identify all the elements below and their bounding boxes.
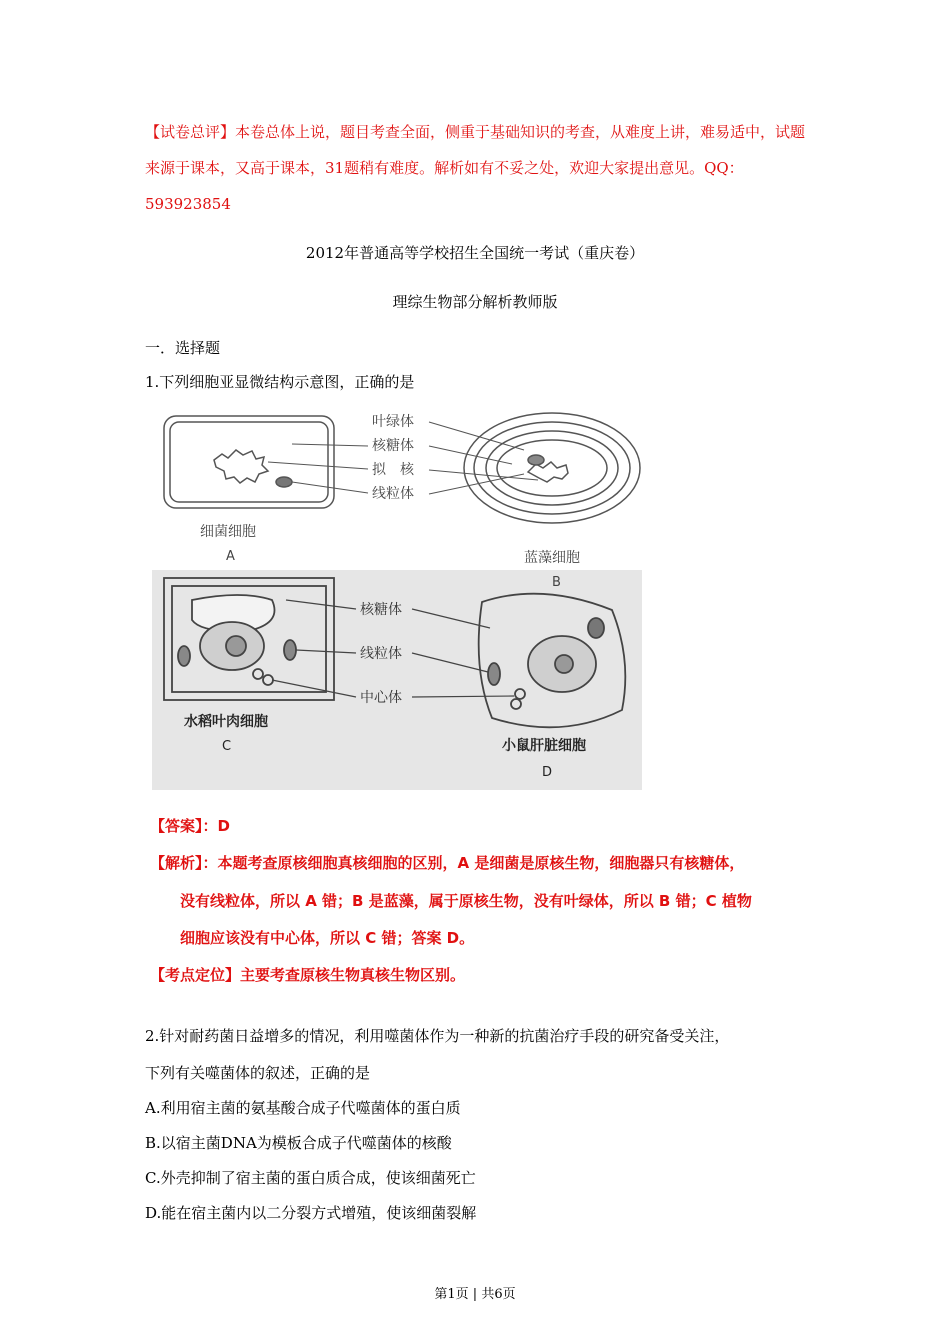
cell-b-name: 蓝藻细胞 — [524, 550, 580, 566]
question-2-option-d: D.能在宿主菌内以二分裂方式增殖，使该细菌裂解 — [145, 1204, 477, 1222]
label-centrosome: 中心体 — [360, 690, 402, 706]
cell-c-name: 水稻叶肉细胞 — [184, 714, 268, 730]
paper-summary: 【试卷总评】本卷总体上说，题目考查全面，侧重于基础知识的考查，从难度上讲，难易适中，试题来源于课本，又高于课本，31题稍有难度。解析如有不妥之处，欢迎大家提出意见。QQ：593923854 — [145, 123, 806, 213]
q1-analysis-line-2: 没有线粒体，所以 A 错；B 是蓝藻，属于原核生物，没有叶绿体，所以 B 错；C 植物 — [180, 892, 752, 910]
cyanobacteria-cell-drawing — [464, 413, 640, 523]
question-2-option-b: B.以宿主菌DNA为模板合成子代噬菌体的核酸 — [145, 1134, 452, 1152]
cell-a-letter: A — [226, 549, 235, 564]
cell-diagram — [152, 402, 642, 790]
q1-analysis-line-1: 【解析】：本题考查原核细胞真核细胞的区别，A 是细菌是原核生物，细胞器只有核糖体， — [150, 854, 745, 872]
question-1-stem: 1.下列细胞亚显微结构示意图，正确的是 — [145, 373, 415, 391]
cell-d-name: 小鼠肝脏细胞 — [502, 738, 586, 754]
label-ribosome-bottom: 核糖体 — [360, 602, 402, 618]
label-chloroplast: 叶绿体 — [372, 414, 414, 430]
q1-knowledge-point: 【考点定位】主要考查原核生物真核生物区别。 — [150, 966, 466, 984]
question-2-stem-line-1: 2.针对耐药菌日益增多的情况，利用噬菌体作为一种新的抗菌治疗手段的研究备受关注， — [145, 1027, 730, 1045]
leader-lines-top — [268, 422, 538, 494]
cell-d-letter: D — [542, 765, 553, 780]
q1-answer: 【答案】：D — [150, 817, 230, 835]
cell-a-name: 细菌细胞 — [200, 524, 256, 540]
cell-diagram-figure — [152, 402, 642, 790]
label-mitochondrion-top: 线粒体 — [372, 486, 414, 502]
page-footer: 第1页 | 共6页 — [434, 1287, 516, 1302]
exam-title: 2012年普通高等学校招生全国统一考试（重庆卷） — [305, 244, 645, 262]
q1-analysis-line-3: 细胞应该没有中心体，所以 C 错；答案 D。 — [180, 929, 475, 947]
bacteria-cell-drawing — [164, 416, 334, 508]
label-ribosome-top: 核糖体 — [372, 438, 414, 454]
cell-c-letter: C — [222, 739, 232, 754]
question-2-option-c: C.外壳抑制了宿主菌的蛋白质合成，使该细菌死亡 — [145, 1169, 476, 1187]
label-mitochondrion-bottom: 线粒体 — [360, 646, 402, 662]
question-2-option-a: A.利用宿主菌的氨基酸合成子代噬菌体的蛋白质 — [145, 1099, 461, 1117]
question-2-stem-line-2: 下列有关噬菌体的叙述，正确的是 — [145, 1064, 371, 1082]
exam-subtitle: 理综生物部分解析教师版 — [392, 293, 558, 311]
section-heading: 一．选择题 — [145, 339, 221, 357]
cell-b-letter: B — [552, 575, 561, 590]
label-nucleoid: 拟 核 — [372, 462, 414, 478]
